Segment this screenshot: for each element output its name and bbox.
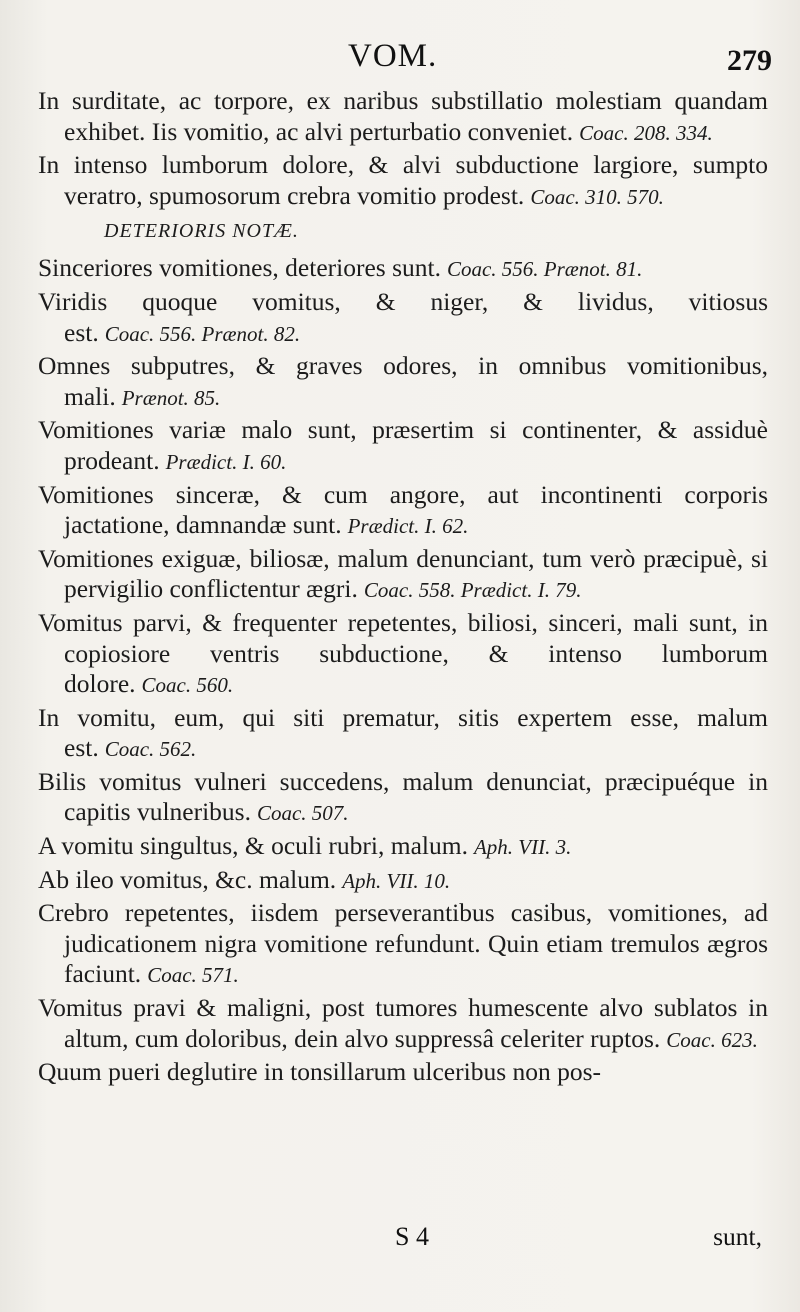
entry [38,865,768,897]
entry [38,993,768,1055]
catchword: sunt, [713,1222,762,1251]
page-header [0,38,800,78]
entry-text: Crebro repetentes, iisdem perseverantibus casibus, vomitiones, ad judicationem nigra vomitione refundunt. Quin etiam tremulos ægros faciunt. [38,898,768,989]
entry-text: In vomitu, eum, qui siti prematur, sitis expertem esse, malum est. [38,702,768,763]
entry-text: In surditate, ac torpore, ex naribus substillatio molestiam quandam exhibet. Iis vomitio, ac alvi perturbatio conveniet. [38,86,768,146]
entry-text: Bilis vomitus vulneri succedens, malum denunciat, præcipuéque in capitis vulneribus. [38,766,768,827]
entry-reference: Aph. VII. 10. [342,868,451,893]
entry-reference: Coac. 571. [147,963,239,988]
entry-reference: Coac. 562. [104,737,197,762]
entry-reference: Prædict. I. 60. [165,449,287,474]
entry-reference: Coac. 556. Prænot. 81. [446,257,643,282]
entry [38,480,768,542]
entry-text: Vomitiones sinceræ, & cum angore, aut incontinenti corporis jactatione, damnandæ sunt. [38,479,768,540]
page-number: 279 [727,44,772,77]
entry [38,767,768,829]
section-heading: DETERIORIS NOTÆ. [104,220,299,243]
entry [38,351,768,413]
signature-mark: S 4 [395,1222,429,1251]
entry [38,1057,768,1088]
entry-text: Omnes subputres, & graves odores, in omnibus vomitionibus, mali. [38,351,768,411]
entry [38,253,768,285]
entry-text: Viridis quoque vomitus, & niger, & lividus, vitiosus est. [38,286,768,347]
entry-text: Vomitus parvi, & frequenter repetentes, biliosi, sinceri, mali sunt, in copiosiore ventris subductione, & intenso lumborum dolore. [38,607,768,699]
entry [38,831,768,863]
entry [38,287,768,349]
entry-text: A vomitu singultus, & oculi rubri, malum. [38,831,468,861]
entry [38,703,768,765]
entry-text: Vomitiones variæ malo sunt, præsertim si continenter, & assiduè prodeant. [38,415,768,475]
entry-reference: Aph. VII. 3. [473,835,572,860]
entry-reference: Prædict. I. 62. [347,514,469,539]
entry-text: Vomitiones exiguæ, biliosæ, malum denunciant, tum verò præcipuè, si pervigilio conflictentur ægri. [38,543,768,604]
entry-reference: Coac. 507. [256,801,349,826]
entry-reference: Coac. 310. 570. [530,184,664,209]
entry [38,544,768,606]
entry [38,898,768,991]
running-head: VOM. [348,38,438,74]
entry [38,86,768,148]
entry-reference: Coac. 560. [141,673,234,698]
entry [38,608,768,701]
entry-text: Ab ileo vomitus, &c. malum. [38,864,337,894]
entry-text: Quum pueri deglutire in tonsillarum ulceribus non pos- [38,1057,602,1087]
entry-reference: Coac. 556. Prænot. 82. [104,321,301,346]
entry-reference: Coac. 558. Prædict. I. 79. [363,578,582,603]
entry-text: Sinceriores vomitiones, deteriores sunt. [38,253,441,283]
page-body [38,86,768,1090]
entry-text: In intenso lumborum dolore, & alvi subductione largiore, sumpto veratro, spumosorum crebra vomitio prodest. [38,150,768,210]
entry [38,150,768,212]
entry-reference: Prænot. 85. [121,385,221,410]
entry-reference: Coac. 208. 334. [579,120,713,145]
entry-reference: Coac. 623. [666,1027,758,1052]
entry [38,415,768,477]
entry-text: Vomitus pravi & maligni, post tumores humescente alvo sublatos in altum, cum doloribus, dein alvo suppressâ celeriter ruptos. [38,993,768,1053]
page-footer [0,1222,800,1262]
